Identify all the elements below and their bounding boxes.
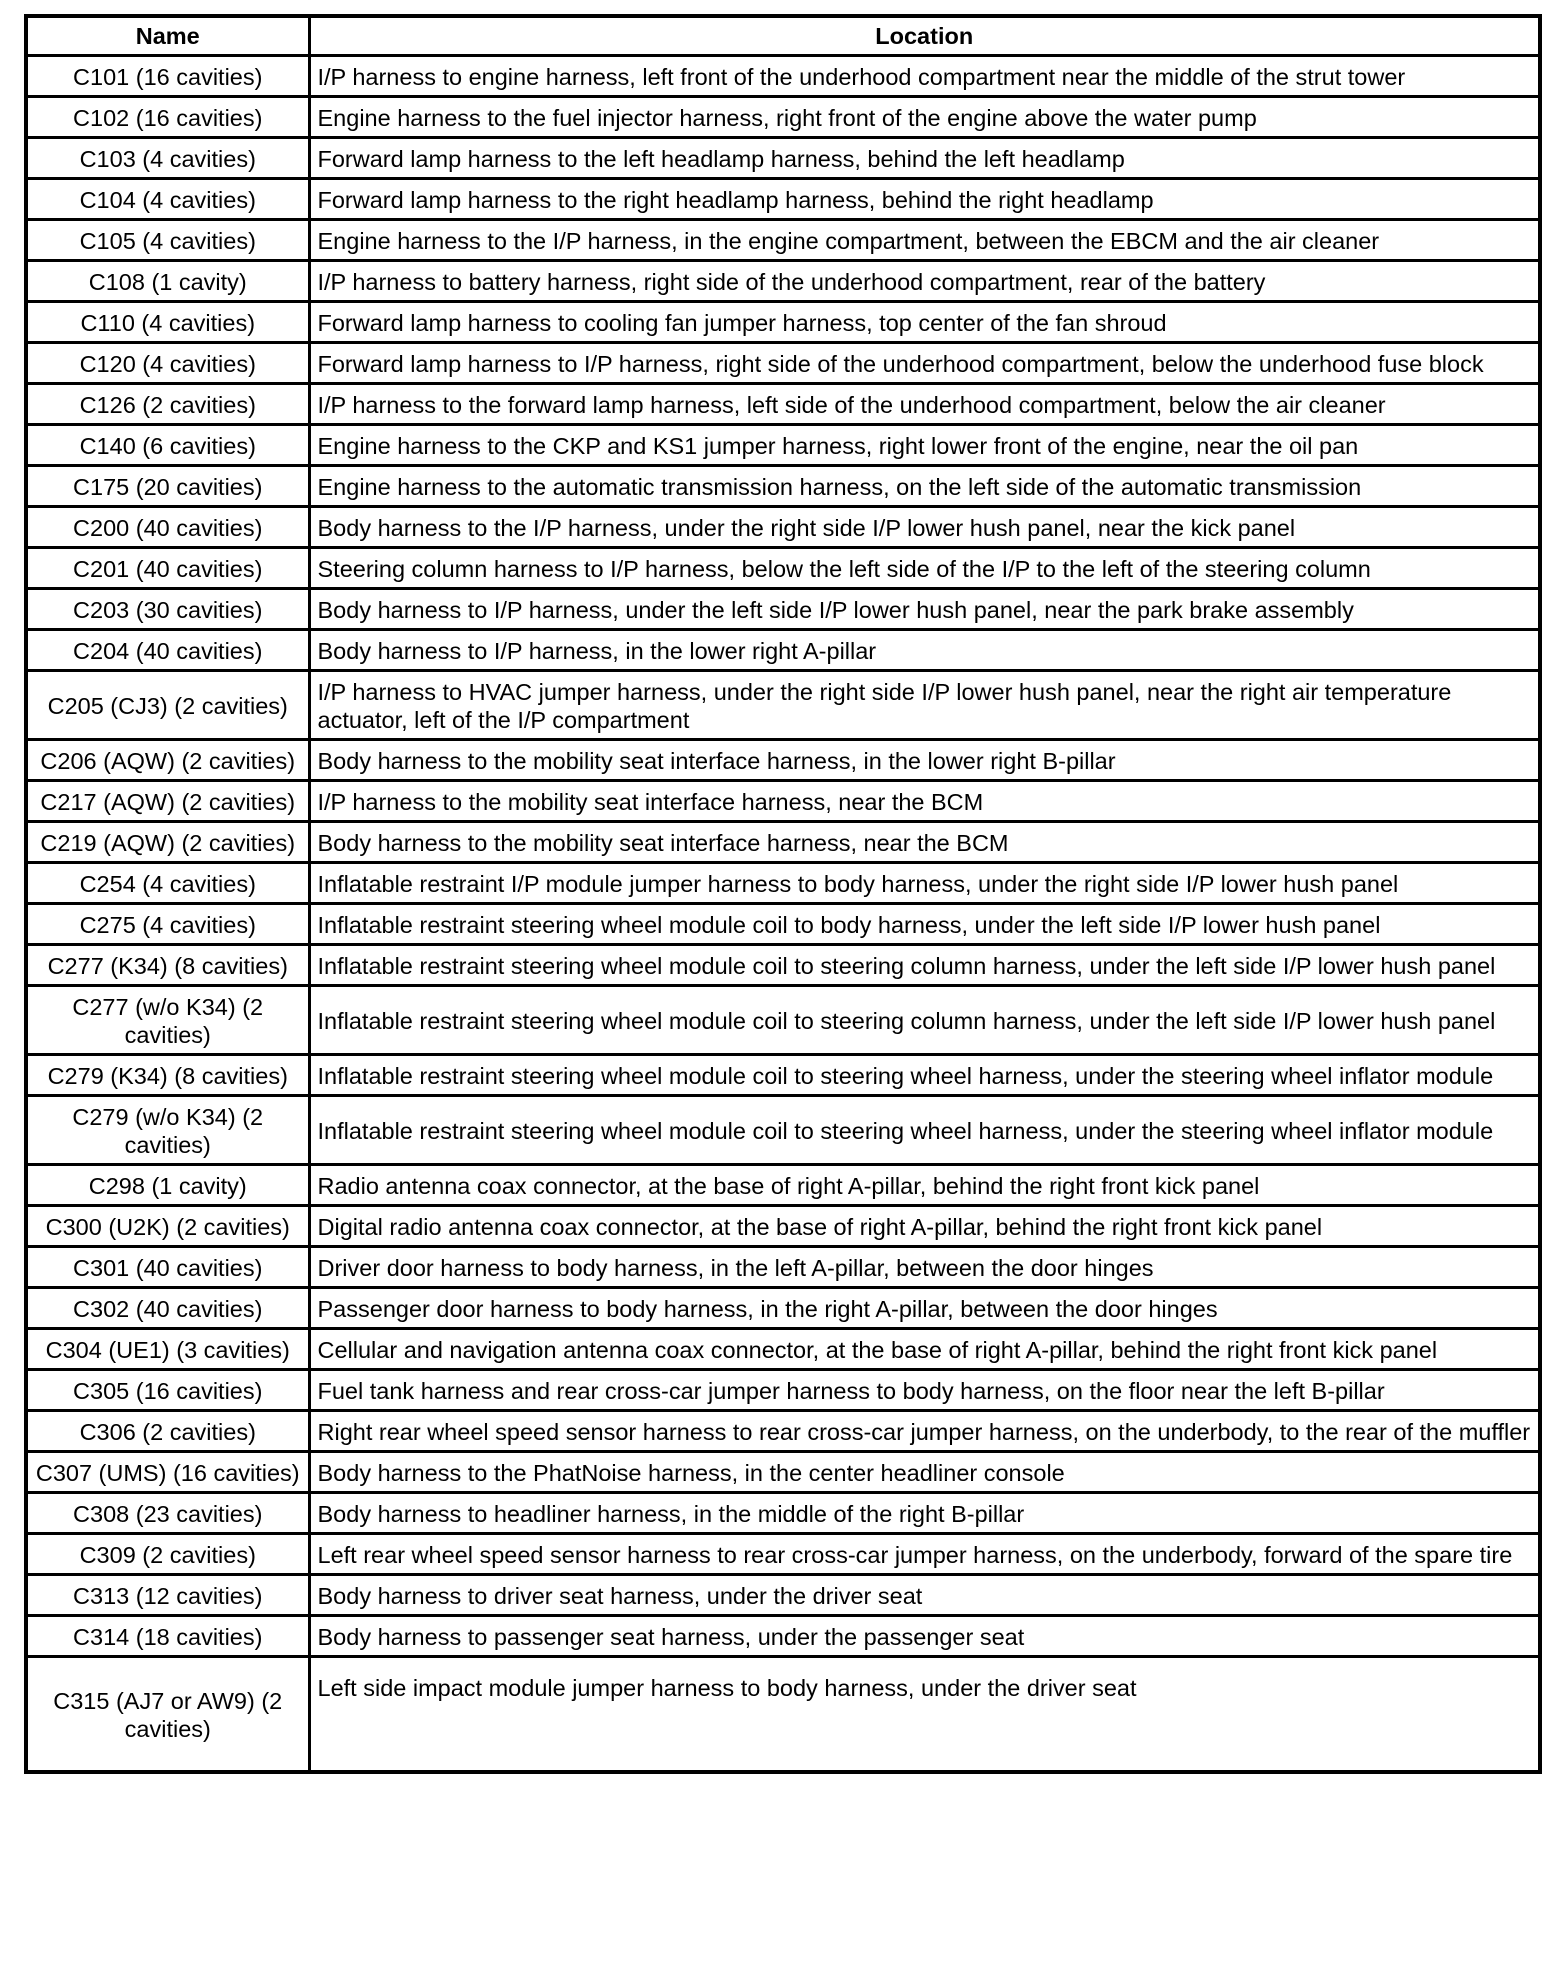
connector-name-cell: C206 (AQW) (2 cavities) bbox=[26, 740, 309, 781]
connector-name-cell: C110 (4 cavities) bbox=[26, 302, 309, 343]
connector-name-cell: C120 (4 cavities) bbox=[26, 343, 309, 384]
table-row bbox=[26, 945, 1540, 986]
table-row bbox=[26, 781, 1540, 822]
table-row bbox=[26, 1206, 1540, 1247]
table-row bbox=[26, 1534, 1540, 1575]
connector-name-cell: C313 (12 cavities) bbox=[26, 1575, 309, 1616]
connector-location-cell: Engine harness to the I/P harness, in the engine compartment, between the EBCM and the air cleaner bbox=[309, 220, 1540, 261]
connector-location-table bbox=[24, 14, 1542, 1774]
table-row bbox=[26, 1452, 1540, 1493]
connector-location-cell: Body harness to the PhatNoise harness, in the center headliner console bbox=[309, 1452, 1540, 1493]
table-row bbox=[26, 97, 1540, 138]
table-row bbox=[26, 1616, 1540, 1657]
connector-location-cell: Inflatable restraint steering wheel module coil to steering wheel harness, under the steering wheel inflator module bbox=[309, 1096, 1540, 1165]
connector-location-cell: Body harness to I/P harness, in the lower right A-pillar bbox=[309, 630, 1540, 671]
connector-name-cell: C102 (16 cavities) bbox=[26, 97, 309, 138]
connector-name-cell: C175 (20 cavities) bbox=[26, 466, 309, 507]
connector-name-cell: C103 (4 cavities) bbox=[26, 138, 309, 179]
connector-location-cell: Engine harness to the fuel injector harness, right front of the engine above the water pump bbox=[309, 97, 1540, 138]
table-row bbox=[26, 548, 1540, 589]
table-row bbox=[26, 302, 1540, 343]
connector-location-cell: Fuel tank harness and rear cross-car jumper harness to body harness, on the floor near the left B-pillar bbox=[309, 1370, 1540, 1411]
table-row bbox=[26, 671, 1540, 740]
table-row bbox=[26, 138, 1540, 179]
column-header-name: Name bbox=[26, 16, 309, 56]
column-header-location: Location bbox=[309, 16, 1540, 56]
table-row bbox=[26, 589, 1540, 630]
table-row bbox=[26, 630, 1540, 671]
table-row bbox=[26, 343, 1540, 384]
connector-location-cell: I/P harness to engine harness, left front of the underhood compartment near the middle of the strut tower bbox=[309, 56, 1540, 97]
connector-name-cell: C300 (U2K) (2 cavities) bbox=[26, 1206, 309, 1247]
table-row bbox=[26, 1165, 1540, 1206]
connector-location-cell: Inflatable restraint I/P module jumper harness to body harness, under the right side I/P lower hush panel bbox=[309, 863, 1540, 904]
table-row bbox=[26, 1055, 1540, 1096]
connector-location-cell: Left side impact module jumper harness to body harness, under the driver seat bbox=[309, 1657, 1540, 1773]
connector-location-cell: I/P harness to HVAC jumper harness, under the right side I/P lower hush panel, near the right air temperature actuator, left of the I/P compartment bbox=[309, 671, 1540, 740]
connector-location-cell: Forward lamp harness to cooling fan jumper harness, top center of the fan shroud bbox=[309, 302, 1540, 343]
connector-name-cell: C279 (K34) (8 cavities) bbox=[26, 1055, 309, 1096]
table-row bbox=[26, 179, 1540, 220]
table-row bbox=[26, 261, 1540, 302]
connector-name-cell: C105 (4 cavities) bbox=[26, 220, 309, 261]
connector-name-cell: C205 (CJ3) (2 cavities) bbox=[26, 671, 309, 740]
table-row bbox=[26, 822, 1540, 863]
connector-name-cell: C140 (6 cavities) bbox=[26, 425, 309, 466]
connector-name-cell: C275 (4 cavities) bbox=[26, 904, 309, 945]
connector-location-cell: Inflatable restraint steering wheel module coil to steering column harness, under the left side I/P lower hush panel bbox=[309, 945, 1540, 986]
table-row bbox=[26, 466, 1540, 507]
connector-name-cell: C217 (AQW) (2 cavities) bbox=[26, 781, 309, 822]
connector-location-cell: Body harness to driver seat harness, under the driver seat bbox=[309, 1575, 1540, 1616]
connector-name-cell: C304 (UE1) (3 cavities) bbox=[26, 1329, 309, 1370]
connector-name-cell: C277 (K34) (8 cavities) bbox=[26, 945, 309, 986]
table-row bbox=[26, 1657, 1540, 1773]
connector-location-cell: Digital radio antenna coax connector, at the base of right A-pillar, behind the right front kick panel bbox=[309, 1206, 1540, 1247]
connector-name-cell: C306 (2 cavities) bbox=[26, 1411, 309, 1452]
connector-location-cell: Body harness to I/P harness, under the left side I/P lower hush panel, near the park brake assembly bbox=[309, 589, 1540, 630]
table-body bbox=[26, 56, 1540, 1773]
table-row bbox=[26, 1575, 1540, 1616]
table-row bbox=[26, 220, 1540, 261]
table-row bbox=[26, 384, 1540, 425]
connector-name-cell: C307 (UMS) (16 cavities) bbox=[26, 1452, 309, 1493]
connector-name-cell: C203 (30 cavities) bbox=[26, 589, 309, 630]
connector-location-sheet bbox=[24, 14, 1542, 1774]
connector-location-cell: Forward lamp harness to the left headlamp harness, behind the left headlamp bbox=[309, 138, 1540, 179]
connector-name-cell: C314 (18 cavities) bbox=[26, 1616, 309, 1657]
connector-location-cell: Body harness to the mobility seat interface harness, in the lower right B-pillar bbox=[309, 740, 1540, 781]
table-row bbox=[26, 1247, 1540, 1288]
connector-name-cell: C101 (16 cavities) bbox=[26, 56, 309, 97]
connector-location-cell: Radio antenna coax connector, at the base of right A-pillar, behind the right front kick panel bbox=[309, 1165, 1540, 1206]
connector-name-cell: C108 (1 cavity) bbox=[26, 261, 309, 302]
connector-location-cell: I/P harness to the mobility seat interface harness, near the BCM bbox=[309, 781, 1540, 822]
connector-location-cell: Inflatable restraint steering wheel module coil to body harness, under the left side I/P lower hush panel bbox=[309, 904, 1540, 945]
connector-name-cell: C201 (40 cavities) bbox=[26, 548, 309, 589]
connector-location-cell: Passenger door harness to body harness, in the right A-pillar, between the door hinges bbox=[309, 1288, 1540, 1329]
table-row bbox=[26, 425, 1540, 466]
table-row bbox=[26, 507, 1540, 548]
table-row bbox=[26, 1411, 1540, 1452]
connector-name-cell: C315 (AJ7 or AW9) (2 cavities) bbox=[26, 1657, 309, 1773]
connector-location-cell: Inflatable restraint steering wheel module coil to steering wheel harness, under the steering wheel inflator module bbox=[309, 1055, 1540, 1096]
connector-location-cell: Right rear wheel speed sensor harness to rear cross-car jumper harness, on the underbody, to the rear of the muffler bbox=[309, 1411, 1540, 1452]
connector-name-cell: C302 (40 cavities) bbox=[26, 1288, 309, 1329]
connector-name-cell: C126 (2 cavities) bbox=[26, 384, 309, 425]
connector-location-cell: Inflatable restraint steering wheel module coil to steering column harness, under the left side I/P lower hush panel bbox=[309, 986, 1540, 1055]
connector-name-cell: C309 (2 cavities) bbox=[26, 1534, 309, 1575]
connector-location-cell: Body harness to passenger seat harness, under the passenger seat bbox=[309, 1616, 1540, 1657]
connector-location-cell: Steering column harness to I/P harness, below the left side of the I/P to the left of the steering column bbox=[309, 548, 1540, 589]
table-row bbox=[26, 863, 1540, 904]
connector-location-cell: Engine harness to the CKP and KS1 jumper harness, right lower front of the engine, near the oil pan bbox=[309, 425, 1540, 466]
connector-name-cell: C219 (AQW) (2 cavities) bbox=[26, 822, 309, 863]
table-row bbox=[26, 1493, 1540, 1534]
table-row bbox=[26, 1329, 1540, 1370]
connector-name-cell: C279 (w/o K34) (2 cavities) bbox=[26, 1096, 309, 1165]
connector-name-cell: C277 (w/o K34) (2 cavities) bbox=[26, 986, 309, 1055]
table-row bbox=[26, 1370, 1540, 1411]
connector-location-cell: I/P harness to battery harness, right side of the underhood compartment, rear of the battery bbox=[309, 261, 1540, 302]
connector-name-cell: C298 (1 cavity) bbox=[26, 1165, 309, 1206]
connector-location-cell: Forward lamp harness to the right headlamp harness, behind the right headlamp bbox=[309, 179, 1540, 220]
connector-location-cell: I/P harness to the forward lamp harness, left side of the underhood compartment, below the air cleaner bbox=[309, 384, 1540, 425]
connector-location-cell: Body harness to headliner harness, in the middle of the right B-pillar bbox=[309, 1493, 1540, 1534]
connector-name-cell: C254 (4 cavities) bbox=[26, 863, 309, 904]
table-row bbox=[26, 904, 1540, 945]
connector-location-cell: Body harness to the mobility seat interface harness, near the BCM bbox=[309, 822, 1540, 863]
connector-location-cell: Left rear wheel speed sensor harness to rear cross-car jumper harness, on the underbody, forward of the spare tire bbox=[309, 1534, 1540, 1575]
connector-name-cell: C301 (40 cavities) bbox=[26, 1247, 309, 1288]
connector-location-cell: Cellular and navigation antenna coax connector, at the base of right A-pillar, behind the right front kick panel bbox=[309, 1329, 1540, 1370]
connector-location-cell: Driver door harness to body harness, in the left A-pillar, between the door hinges bbox=[309, 1247, 1540, 1288]
connector-name-cell: C200 (40 cavities) bbox=[26, 507, 309, 548]
connector-location-cell: Body harness to the I/P harness, under the right side I/P lower hush panel, near the kick panel bbox=[309, 507, 1540, 548]
connector-name-cell: C204 (40 cavities) bbox=[26, 630, 309, 671]
table-row bbox=[26, 986, 1540, 1055]
table-row bbox=[26, 1288, 1540, 1329]
table-row bbox=[26, 740, 1540, 781]
connector-name-cell: C104 (4 cavities) bbox=[26, 179, 309, 220]
connector-location-cell: Engine harness to the automatic transmission harness, on the left side of the automatic transmission bbox=[309, 466, 1540, 507]
connector-name-cell: C305 (16 cavities) bbox=[26, 1370, 309, 1411]
table-row bbox=[26, 56, 1540, 97]
connector-location-cell: Forward lamp harness to I/P harness, right side of the underhood compartment, below the underhood fuse block bbox=[309, 343, 1540, 384]
connector-name-cell: C308 (23 cavities) bbox=[26, 1493, 309, 1534]
table-row bbox=[26, 1096, 1540, 1165]
table-header-row bbox=[26, 16, 1540, 56]
